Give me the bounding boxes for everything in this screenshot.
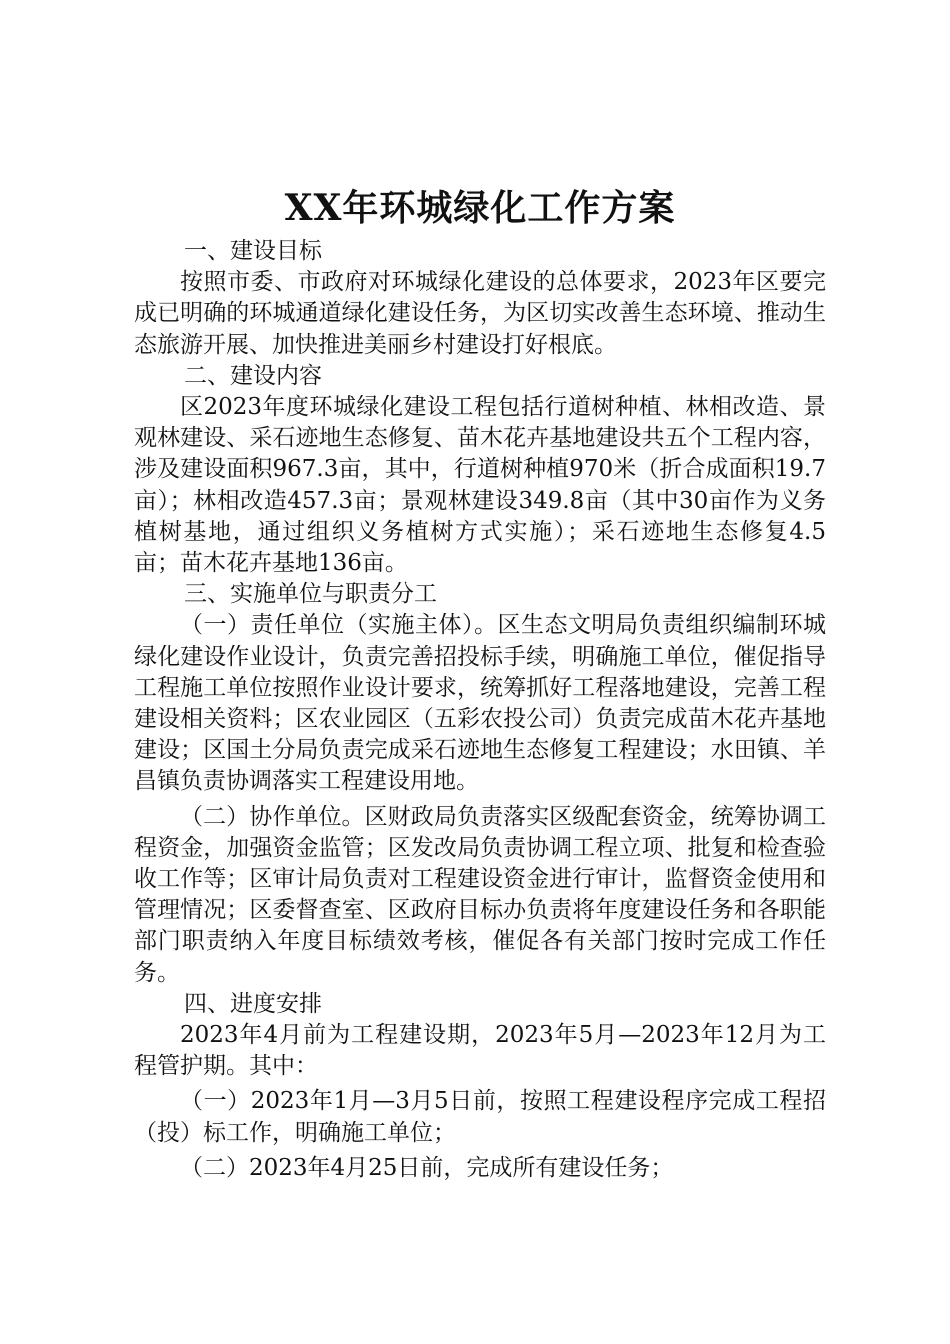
paragraph-responsible-units: （一）责任单位（实施主体）。区生态文明局负责组织编制环城绿化建设作业设计，负责完善招投标手续，明确施工单位，催促指导工程施工单位按照作业设计要求，统筹抓好工程落地建设，完善工程建设相关资料；区农业园区（五彩农投公司）负责完成苗木花卉基地建设；区国土分局负责完成采石迹地生态修复工程建设；水田镇、羊昌镇负责协调落实工程建设用地。: [134, 612, 826, 795]
document-title: XX年环城绿化工作方案: [284, 187, 676, 229]
paragraph-goals: 按照市委、市政府对环城绿化建设的总体要求，2023年区要完成已明确的环城通道绿化建设任务，为区切实改善生态环境、推动生态旅游开展、加快推进美丽乡村建设打好根底。: [134, 269, 826, 358]
section-heading-content: 二、建设内容: [184, 362, 322, 389]
paragraph-schedule-step-2: （二）2023年4月25日前，完成所有建设任务；: [180, 1154, 674, 1181]
section-heading-responsibilities: 三、实施单位与职责分工: [184, 581, 437, 608]
paragraph-schedule-step-1: （一）2023年1月—3月5日前，按照工程建设程序完成工程招（投）标工作，明确施工单位；: [134, 1088, 826, 1146]
paragraph-content: 区2023年度环城绿化建设工程包括行道树种植、林相改造、景观林建设、采石迹地生态修复、苗木花卉基地建设共五个工程内容，涉及建设面积967.3亩，其中，行道树种植970米（折合成面积19.7亩）；林相改造457.3亩；景观林建设349.8亩（其中30亩作为义务植树基地，通过组织义务植树方式实施）；采石迹地生态修复4.5亩；苗木花卉基地136亩。: [134, 394, 826, 577]
section-heading-schedule: 四、进度安排: [184, 990, 322, 1017]
document-page: [134, 180, 826, 1184]
paragraph-schedule-overview: 2023年4月前为工程建设期，2023年5月—2023年12月为工程管护期。其中：: [134, 1022, 826, 1080]
paragraph-cooperating-units: （二）协作单位。区财政局负责落实区级配套资金，统筹协调工程资金，加强资金监管；区发改局负责协调工程立项、批复和检查验收工作等；区审计局负责对工程建设资金进行审计，监督资金使用和管理情况；区委督查室、区政府目标办负责将年度建设任务和各职能部门职责纳入年度目标绩效考核，催促各有关部门按时完成工作任务。: [134, 803, 826, 986]
section-heading-goals: 一、建设目标: [184, 238, 322, 264]
